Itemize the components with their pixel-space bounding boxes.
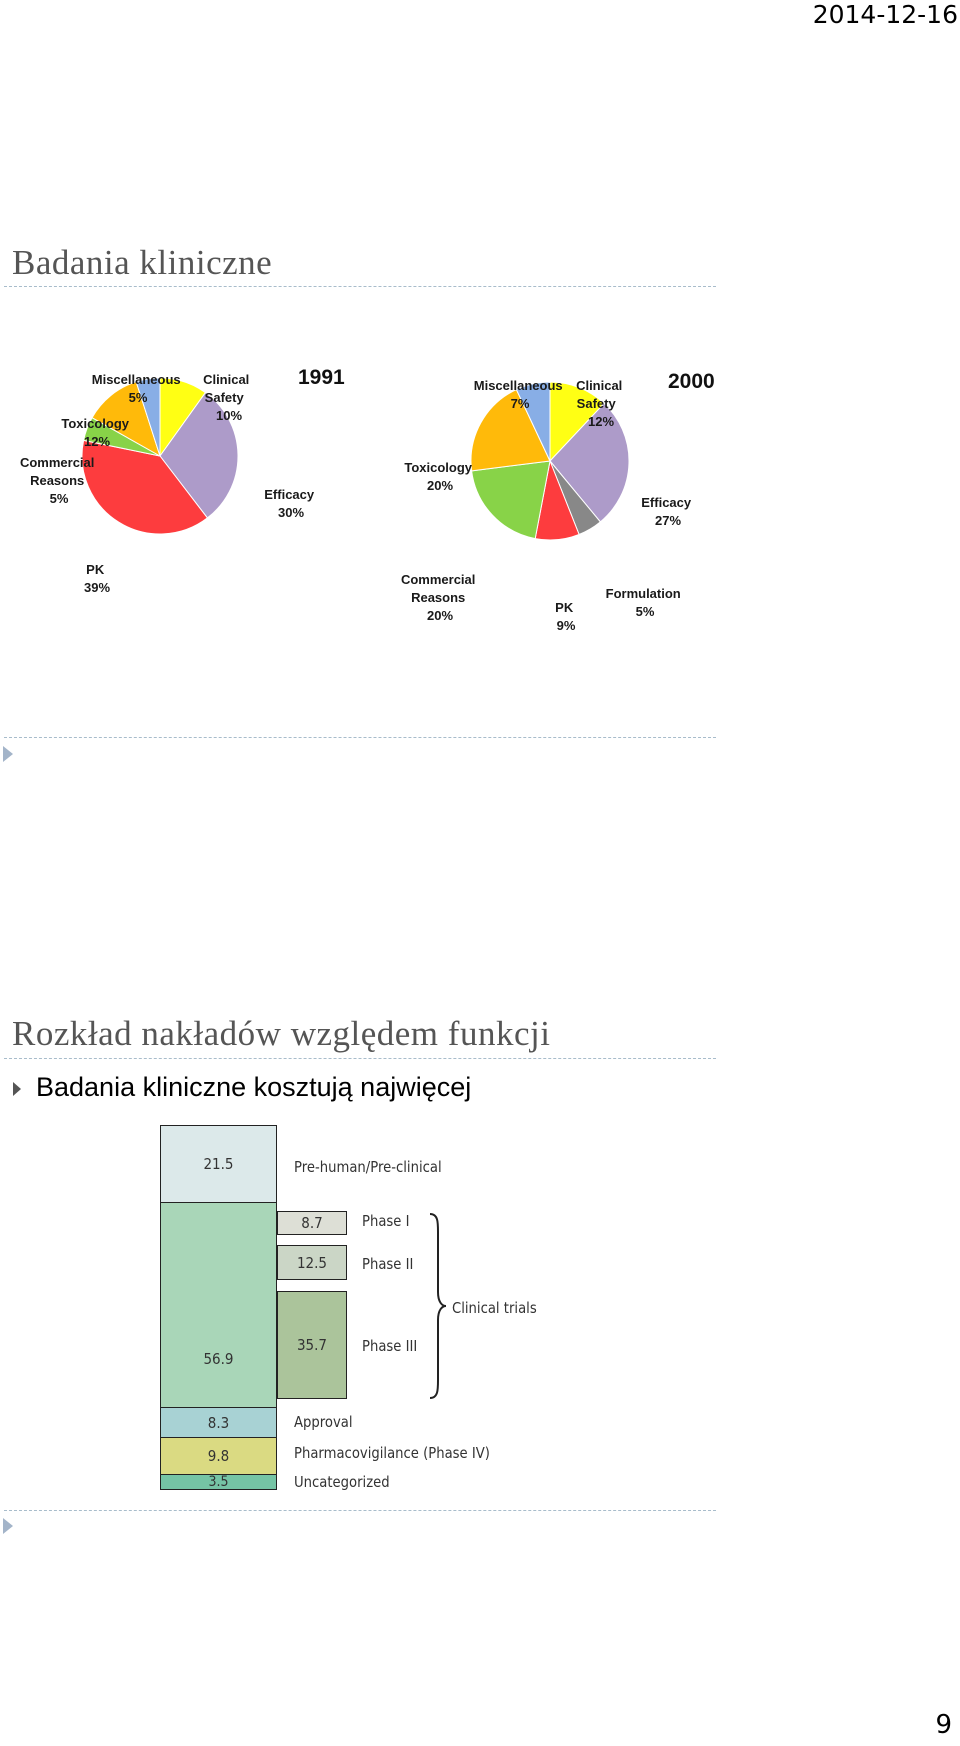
bullet-arrow-icon	[13, 1082, 21, 1096]
label-phase-3: Phase III	[362, 1337, 418, 1355]
cost-box-pharmacovigilance: 9.8	[160, 1437, 277, 1475]
label-1991-miscellaneous: Miscellaneous 5%	[91, 372, 181, 405]
slide-2-bottom-divider	[4, 1510, 716, 1511]
cost-box-phase-1: 8.7	[277, 1211, 347, 1235]
cost-box-phase-3: 35.7	[277, 1291, 347, 1399]
slide-2-title-divider	[4, 1058, 716, 1059]
pie-1991-year: 1991	[298, 366, 345, 389]
page-number: 9	[935, 1710, 952, 1740]
label-phase-2: Phase II	[362, 1255, 414, 1273]
label-1991-clinical-safety: Clinical Safety 10%	[203, 372, 250, 423]
label-2000-formulation: Formulation 5%	[605, 586, 681, 619]
cost-box-uncategorized: 3.5	[160, 1474, 277, 1490]
label-2000-clinical-safety: Clinical Safety 12%	[576, 378, 623, 429]
label-preclinical: Pre-human/Pre-clinical	[294, 1158, 442, 1176]
slide-1-nav-arrow-icon	[3, 746, 13, 762]
label-2000-efficacy: Efficacy 27%	[641, 495, 692, 528]
slide-2-bullet: Badania kliniczne kosztują najwięcej	[36, 1072, 472, 1102]
label-1991-efficacy: Efficacy 30%	[264, 487, 315, 520]
label-1991-toxicology: Toxicology 12%	[61, 416, 130, 449]
pie-charts-figure	[0, 350, 730, 650]
label-clinical-trials: Clinical trials	[452, 1299, 537, 1317]
slide-2-nav-arrow-icon	[3, 1518, 13, 1534]
page-date: 2014-12-16	[812, 0, 958, 29]
label-2000-miscellaneous: Miscellaneous 7%	[473, 378, 563, 411]
label-1991-commercial-reasons: Commercial Reasons 5%	[19, 455, 95, 506]
cost-box-approval: 8.3	[160, 1407, 277, 1438]
slide-2-title: Rozkład nakładów względem funkcji	[12, 1014, 551, 1053]
slide-1-title: Badania kliniczne	[12, 243, 273, 282]
label-approval: Approval	[294, 1413, 353, 1431]
label-2000-commercial-reasons: Commercial Reasons 20%	[400, 572, 476, 623]
label-1991-pk: PK 39%	[83, 562, 111, 595]
label-uncategorized: Uncategorized	[294, 1473, 390, 1491]
cost-box-preclinical: 21.5	[160, 1125, 277, 1203]
label-2000-toxicology: Toxicology 20%	[404, 460, 473, 493]
slide-1-bottom-divider	[4, 737, 716, 738]
cost-box-phase-2: 12.5	[277, 1245, 347, 1280]
label-phase-1: Phase I	[362, 1212, 410, 1230]
slide-1-title-divider	[4, 286, 716, 287]
clinical-trials-brace	[428, 1212, 452, 1402]
pie-2000-year: 2000	[668, 370, 715, 393]
cost-box-clinical-total: 56.9	[160, 1202, 277, 1408]
label-2000-pk: PK 9%	[555, 600, 576, 633]
label-pharmacovigilance: Pharmacovigilance (Phase IV)	[294, 1444, 490, 1462]
